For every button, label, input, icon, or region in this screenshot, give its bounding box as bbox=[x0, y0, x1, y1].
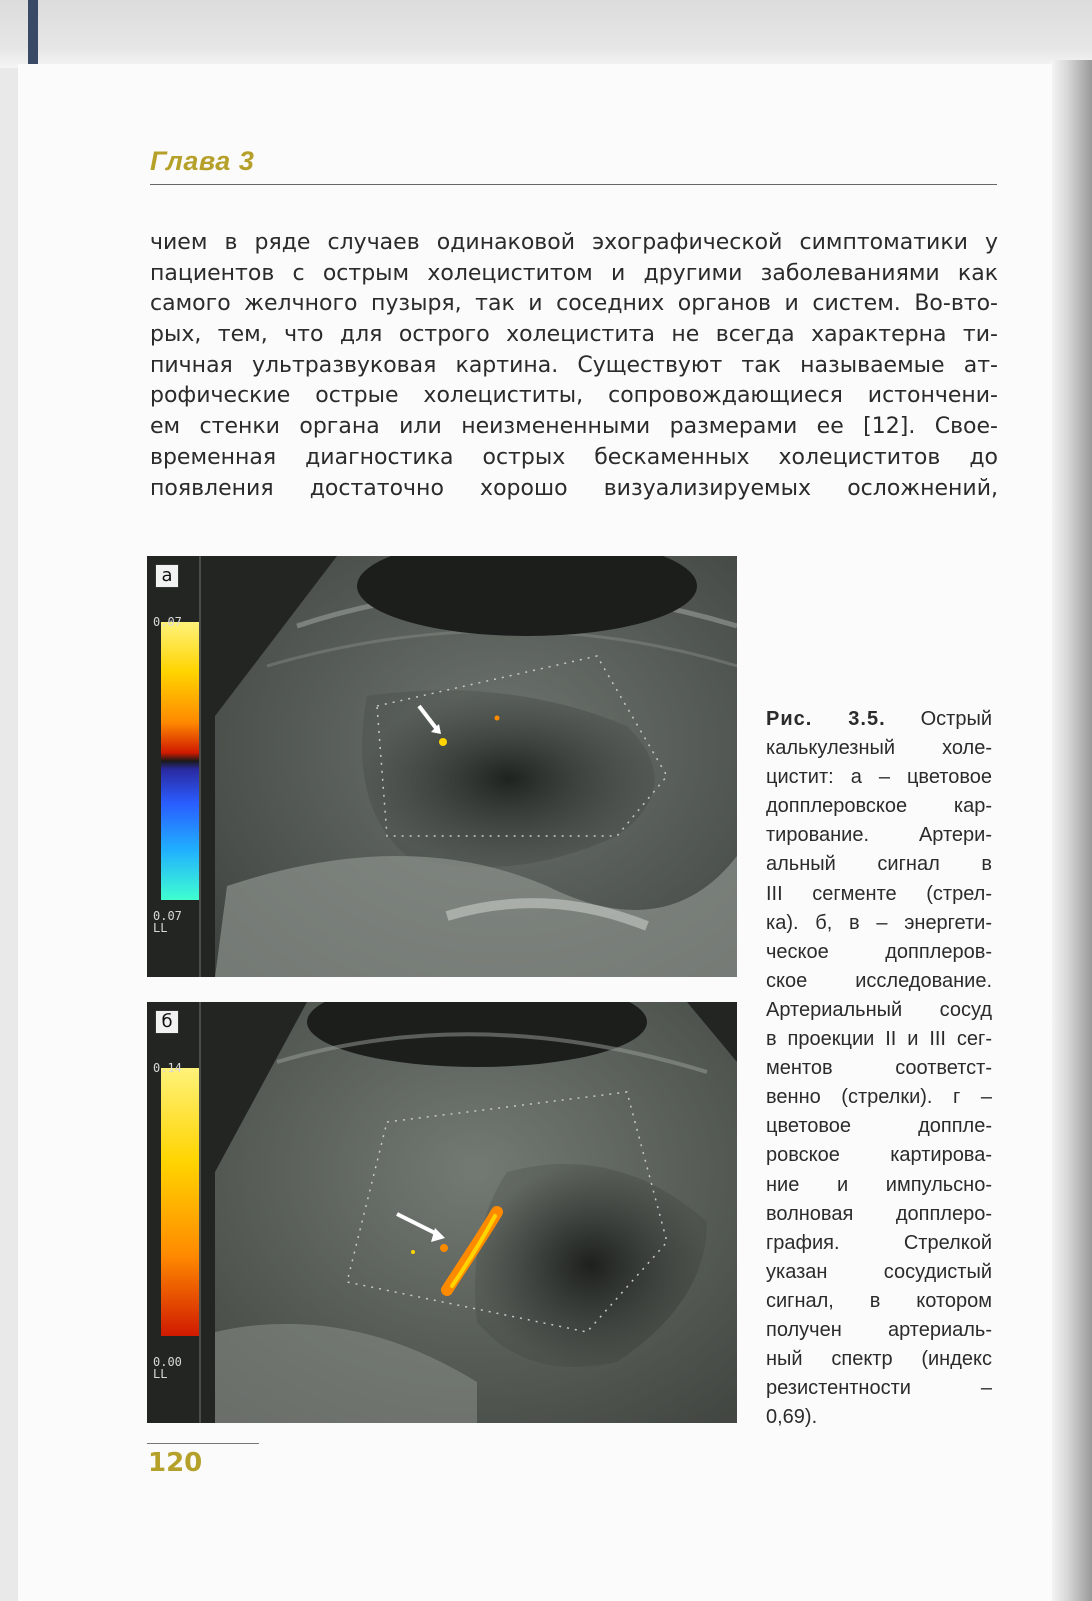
caption-line: ческое допплеров- bbox=[766, 940, 992, 963]
text-line: пациентов с острым холециститом и другими заболеваниями как bbox=[150, 260, 998, 286]
text-line: пичная ультразвуковая картина. Существуют так называемые ат- bbox=[150, 352, 998, 378]
caption-line: сигнал, в котором bbox=[766, 1289, 992, 1312]
scan-top-margin bbox=[0, 0, 1092, 68]
color-scale-max: 0.07 bbox=[153, 615, 182, 629]
caption-line: цветовое допплe- bbox=[766, 1115, 992, 1138]
ultrasound-scan-a bbox=[147, 556, 737, 977]
page-gutter-shadow bbox=[1050, 60, 1092, 1601]
color-scale-min bbox=[153, 910, 182, 934]
scale-unit: LL bbox=[153, 921, 168, 935]
caption-line: резистентности – bbox=[766, 1377, 992, 1400]
panel-label-a: а bbox=[155, 564, 179, 588]
color-scale-max: 0.14 bbox=[153, 1061, 182, 1075]
caption-line: ние и импульсно- bbox=[766, 1173, 992, 1196]
chapter-divider bbox=[150, 184, 997, 185]
ultrasound-image-b bbox=[147, 1002, 737, 1423]
caption-line: ментов соответст- bbox=[766, 1057, 992, 1080]
text-line: появления достаточно хорошо визуализируемых осложнений, bbox=[150, 475, 998, 501]
caption-label: Рис. 3.5. bbox=[766, 708, 886, 730]
caption-line: волновая допплеро- bbox=[766, 1202, 992, 1225]
caption-line: альный сигнал в bbox=[766, 853, 992, 876]
text-line: ем стенки органа или неизмененными размерами ее [12]. Свое- bbox=[150, 414, 998, 440]
text-line: рофические острые холециститы, сопровождающиеся истончени- bbox=[150, 383, 998, 409]
caption-line: Артериальный сосуд bbox=[766, 998, 992, 1021]
caption-text: Острый bbox=[920, 708, 992, 730]
footer-divider bbox=[147, 1443, 259, 1444]
ultrasound-scan-b bbox=[147, 1002, 737, 1423]
caption-line bbox=[766, 705, 992, 734]
caption-line: получен артериаль- bbox=[766, 1318, 992, 1341]
caption-line: в проекции II и III сег- bbox=[766, 1028, 992, 1051]
color-scale-min bbox=[153, 1356, 182, 1380]
caption-line: ный спектр (индекс bbox=[766, 1348, 992, 1371]
caption-line: 0,69). bbox=[766, 1406, 818, 1429]
text-line: рых, тем, что для острого холецистита не всегда характерна ти- bbox=[150, 322, 998, 348]
caption-line: калькулезный холе- bbox=[766, 737, 992, 760]
page-number: 120 bbox=[148, 1448, 203, 1478]
caption-line: III сегменте (стрел- bbox=[766, 882, 992, 905]
body-paragraph bbox=[150, 228, 998, 504]
figure-caption bbox=[766, 705, 992, 1432]
scan-edge-strip bbox=[28, 0, 38, 70]
scale-min-value: 0.07 bbox=[153, 909, 182, 923]
text-line: самого желчного пузыря, так и соседних органов и систем. Во-вто- bbox=[150, 291, 998, 317]
text-line: чием в ряде случаев одинаковой эхографической симптоматики у bbox=[150, 230, 998, 255]
scale-min-value: 0.00 bbox=[153, 1355, 182, 1369]
caption-line: ка). б, в – энергети- bbox=[766, 911, 992, 934]
caption-line: указан сосудистый bbox=[766, 1260, 992, 1283]
caption-line: ское исследование. bbox=[766, 969, 992, 992]
panel-label-b: б bbox=[155, 1010, 179, 1034]
chapter-heading: Глава 3 bbox=[150, 146, 255, 176]
caption-line: ровское картирова- bbox=[766, 1144, 992, 1167]
scale-unit: LL bbox=[153, 1367, 168, 1381]
caption-line: цистит: а – цветовое bbox=[766, 766, 992, 789]
caption-line: венно (стрелки). г – bbox=[766, 1086, 992, 1109]
caption-line: допплеровское кар- bbox=[766, 795, 992, 818]
ultrasound-image-a bbox=[147, 556, 737, 977]
caption-line: графия. Стрелкой bbox=[766, 1231, 992, 1254]
text-line: временная диагностика острых бескаменных холециститов до bbox=[150, 444, 998, 470]
caption-line: тирование. Артери- bbox=[766, 824, 992, 847]
